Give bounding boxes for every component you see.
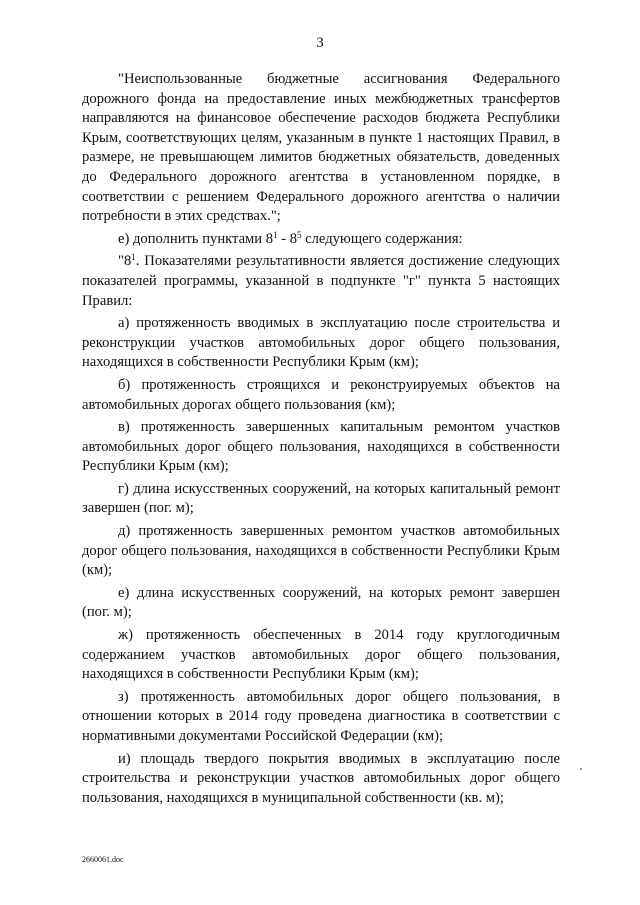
item-e-text-before: е) дополнить пунктами 8 xyxy=(118,230,274,247)
footer-file-name: 2660061.doc xyxy=(82,855,124,864)
point-8-1-text: . Показателями результативности является достижение следующих показателей программы, указанной в подпункте "г" пункта 5 настоящих Правил: xyxy=(82,253,560,309)
indicator-g: г) длина искусственных сооружений, на которых капитальный ремонт завершен (пог. м); xyxy=(82,480,560,517)
scan-speck xyxy=(580,768,582,770)
point-8-1-number: "8 xyxy=(118,253,132,270)
document-body xyxy=(82,70,560,808)
indicator-b: б) протяженность строящихся и реконструируемых объектов на автомобильных дорогах общего пользования (км); xyxy=(82,376,560,413)
indicator-v: в) протяженность завершенных капитальным ремонтом участков автомобильных дорог общего пользования, находящихся в собственности Республики Крым (км); xyxy=(82,419,560,475)
indicator-a: а) протяженность вводимых в эксплуатацию после строительства и реконструкции участков автомобильных дорог общего пользования, находящихся в собственности Республики Крым (км); xyxy=(82,315,560,371)
indicator-d: д) протяженность завершенных ремонтом участков автомобильных дорог общего пользования, находящихся в собственности Республики Крым (км); xyxy=(82,523,560,579)
indicator-e: е) длина искусственных сооружений, на которых ремонт завершен (пог. м); xyxy=(82,584,560,621)
item-e-text-mid: - 8 xyxy=(277,230,298,247)
paragraph-item-e xyxy=(82,230,560,250)
page-number: 3 xyxy=(316,35,324,51)
item-e-superscript-5: 5 xyxy=(297,229,302,240)
indicator-i: и) площадь твердого покрытия вводимых в эксплуатацию после строительства и реконструкции участков автомобильных дорог общего пользования, находящихся в муниципальной собственности (кв. м); xyxy=(82,750,560,806)
indicator-z: з) протяженность автомобильных дорог общего пользования, в отношении которых в 2014 году проведена диагностика в соответствии с нормативными документами Российской Федерации (км); xyxy=(82,688,560,744)
paragraph-point-8-1 xyxy=(82,252,560,311)
item-e-superscript-1: 1 xyxy=(273,229,278,240)
point-8-1-superscript: 1 xyxy=(131,252,136,263)
paragraph-quote-close: "Неиспользованные бюджетные ассигнования Федерального дорожного фонда на предоставление иных межбюджетных трансфертов направляются на финансовое обеспечение расходов бюджета Республики Крым, соответствующих целям, указанным в пункте 1 настоящих Правил, в размере, не превышающем лимитов бюджетных обязательств, доведенных до Федерального дорожного агентства в установленном порядке, в соответствии с решением Федерального дорожного агентства о наличии потребности в этих средствах."; xyxy=(82,71,560,225)
item-e-text-after: следующего содержания: xyxy=(301,230,463,247)
indicator-zh: ж) протяженность обеспеченных в 2014 году круглогодичным содержанием участков автомобильных дорог общего пользования, находящихся в собственности Республики Крым (км); xyxy=(82,627,560,683)
